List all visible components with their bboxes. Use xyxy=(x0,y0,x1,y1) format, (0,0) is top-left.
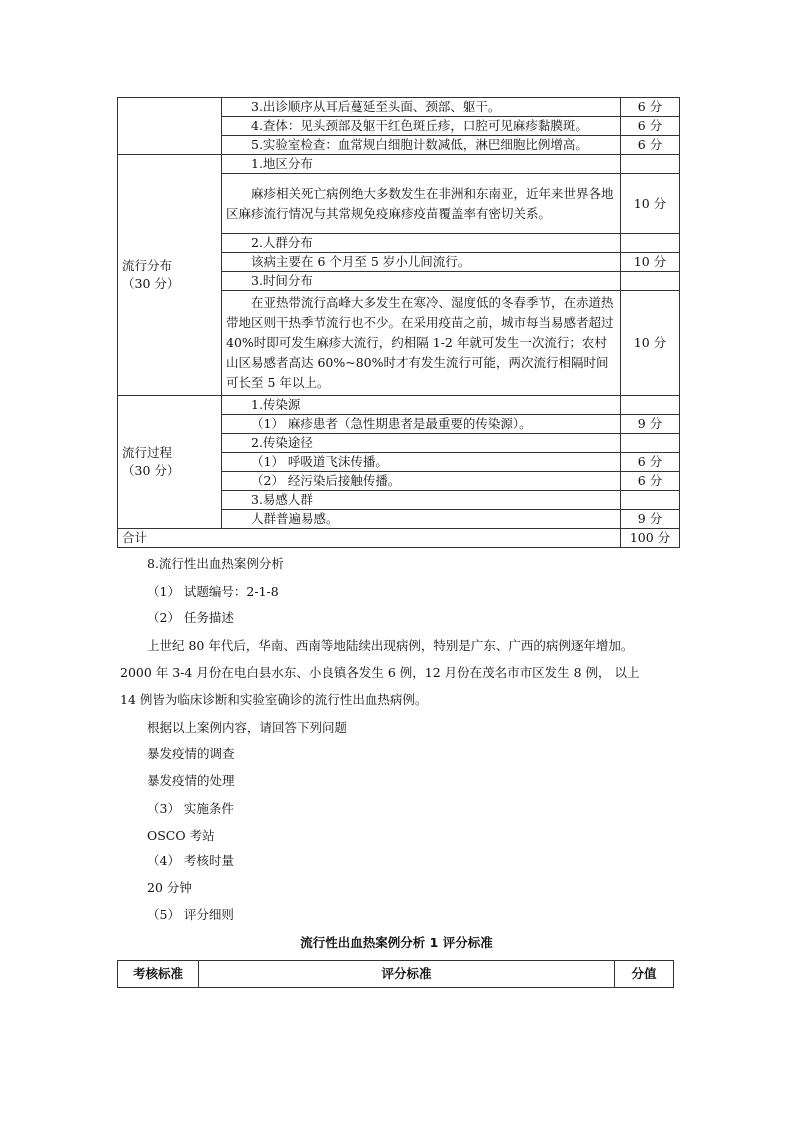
item-value: OSCO 考站 xyxy=(147,828,215,843)
column-header: 考核标准 xyxy=(118,961,199,988)
scoring-table xyxy=(117,97,680,548)
table-title: 流行性出血热案例分析 1 评分标准 xyxy=(300,935,493,950)
criteria-cell: 5.实验室检查：血常规白细胞计数减低，淋巴细胞比例增高。 xyxy=(222,136,621,155)
item-task: （2） 任务描述 xyxy=(147,610,234,625)
category-points: （30 分） xyxy=(122,463,180,478)
paragraph-line: 14 例皆为临床诊断和实验室确诊的流行性出血热病例。 xyxy=(120,692,428,707)
criteria-cell: （1） 麻疹患者（急性期患者是最重要的传染源）。 xyxy=(222,415,621,434)
item-scoring: （5） 评分细则 xyxy=(147,907,234,922)
score-cell: 6 分 xyxy=(621,136,680,155)
score-cell: 6 分 xyxy=(621,472,680,491)
category-label: 流行过程 xyxy=(122,445,173,460)
score-cell: 10 分 xyxy=(621,253,680,272)
criteria-cell: 人群普遍易感。 xyxy=(222,510,621,529)
total-label: 合计 xyxy=(118,529,621,548)
score-cell xyxy=(621,155,680,174)
score-cell: 10 分 xyxy=(621,291,680,396)
question-item: 暴发疫情的调查 xyxy=(147,746,235,761)
subheading-cell: 3.易感人群 xyxy=(222,491,621,510)
column-header: 评分标准 xyxy=(199,961,615,988)
question-intro: 根据以上案例内容，请回答下列问题 xyxy=(147,720,348,735)
score-cell xyxy=(621,234,680,253)
paragraph-line: 2000 年 3-4 月份在电白县水东、小良镇各发生 6 例，12 月份在茂名市市区发生 8 例， 以上 xyxy=(120,665,640,680)
total-score: 100 分 xyxy=(621,529,680,548)
item-duration: （4） 考核时量 xyxy=(147,853,234,868)
score-cell xyxy=(621,396,680,415)
score-cell: 6 分 xyxy=(621,98,680,117)
subheading-cell: 2.传染途径 xyxy=(222,434,621,453)
subheading-cell: 1.传染源 xyxy=(222,396,621,415)
column-header: 分值 xyxy=(615,961,674,988)
category-cell xyxy=(118,98,222,155)
question-item: 暴发疫情的处理 xyxy=(147,773,235,788)
score-cell xyxy=(621,434,680,453)
category-cell xyxy=(118,396,222,529)
item-conditions: （3） 实施条件 xyxy=(147,801,234,816)
paragraph-line: 上世纪 80 年代后，华南、西南等地陆续出现病例，特别是广东、广西的病例逐年增加。 xyxy=(147,638,634,653)
section-heading: 8.流行性出血热案例分析 xyxy=(147,556,284,571)
category-cell xyxy=(118,155,222,396)
score-cell xyxy=(621,491,680,510)
score-cell: 6 分 xyxy=(621,117,680,136)
criteria-cell: （2） 经污染后接触传播。 xyxy=(222,472,621,491)
score-cell: 9 分 xyxy=(621,510,680,529)
criteria-cell: 在亚热带流行高峰大多发生在寒冷、湿度低的冬春季节，在赤道热带地区则干热季节流行也不少。在采用疫苗之前，城市每当易感者超过 40%时即可发生麻疹大流行，约相隔 1-2 年就可发生一次流行；农村山区易感者高达 60%~80%时才有发生流行可能，两次流行相隔时间可长至 5 年以上。 xyxy=(222,291,621,396)
criteria-header-table xyxy=(117,960,674,988)
score-cell: 6 分 xyxy=(621,453,680,472)
item-value: 20 分钟 xyxy=(147,880,192,895)
category-label: 流行分布 xyxy=(122,258,173,273)
item-number: （1） 试题编号：2-1-8 xyxy=(147,584,279,599)
subheading-cell: 1.地区分布 xyxy=(222,155,621,174)
criteria-cell: 3.出诊顺序从耳后蔓延至头面、颈部、躯干。 xyxy=(222,98,621,117)
subheading-cell: 2.人群分布 xyxy=(222,234,621,253)
subheading-cell: 3.时间分布 xyxy=(222,272,621,291)
score-cell xyxy=(621,272,680,291)
criteria-cell: 4.查体：见头颈部及躯干红色斑丘疹，口腔可见麻疹黏膜斑。 xyxy=(222,117,621,136)
score-cell: 9 分 xyxy=(621,415,680,434)
score-cell: 10 分 xyxy=(621,174,680,234)
criteria-cell: 麻疹相关死亡病例绝大多数发生在非洲和东南亚，近年来世界各地区麻疹流行情况与其常规免疫麻疹疫苗覆盖率有密切关系。 xyxy=(222,174,621,234)
criteria-cell: 该病主要在 6 个月至 5 岁小儿间流行。 xyxy=(222,253,621,272)
category-points: （30 分） xyxy=(122,276,180,291)
criteria-cell: （1） 呼吸道飞沫传播。 xyxy=(222,453,621,472)
